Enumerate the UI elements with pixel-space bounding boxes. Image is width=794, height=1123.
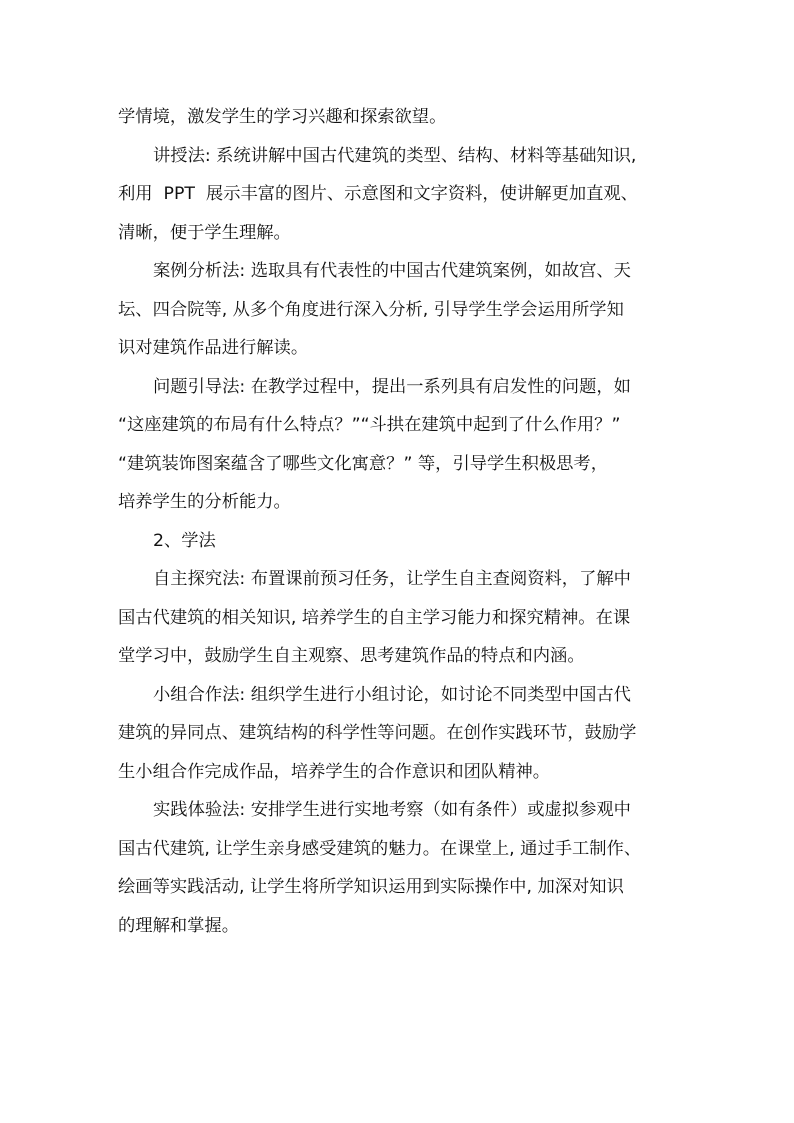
text-line: 的理解和掌握。 <box>118 915 239 936</box>
paragraph-group-cooperation: 小组合作法: 组织学生进行小组讨论，如讨论不同类型中国古代 <box>153 684 631 705</box>
text-line: 坛、四合院等, 从多个角度进行深入分析, 引导学生学会运用所学知 <box>118 299 624 320</box>
text-line: “建筑装饰图案蕴含了哪些文化寓意？” 等，引导学生积极思考， <box>118 453 608 474</box>
text-line: 生小组合作完成作品，培养学生的合作意识和团队精神。 <box>118 761 551 782</box>
text-line: 建筑的异同点、建筑结构的科学性等问题。在创作实践环节，鼓励学 <box>118 723 637 743</box>
text-line: 国古代建筑, 让学生亲身感受建筑的魅力。在课堂上, 通过手工制作、 <box>118 838 642 859</box>
text-line: 清晰，便于学生理解。 <box>118 222 291 243</box>
text-line: 培养学生的分析能力。 <box>118 492 291 512</box>
paragraph-case-analysis: 案例分析法: 选取具有代表性的中国古代建筑案例，如故宫、天 <box>153 261 631 281</box>
paragraph-practice-experience: 实践体验法: 安排学生进行实地考察（如有条件）或虚拟参观中 <box>153 800 631 820</box>
paragraph-question-guided: 问题引导法: 在教学过程中，提出一系列具有启发性的问题，如 <box>153 376 631 397</box>
text-line: 利用 PPT 展示丰富的图片、示意图和文字资料，使讲解更加直观、 <box>118 184 638 204</box>
paragraph-lecture-method: 讲授法: 系统讲解中国古代建筑的类型、结构、材料等基础知识, <box>153 145 637 166</box>
text-line: 绘画等实践活动, 让学生将所学知识运用到实际操作中, 加深对知识 <box>118 877 624 897</box>
section-heading: 2、学法 <box>153 530 216 551</box>
paragraph-self-inquiry: 自主探究法: 布置课前预习任务，让学生自主查阅资料，了解中 <box>153 569 631 589</box>
text-line: 识对建筑作品进行解读。 <box>118 338 309 358</box>
text-line: 堂学习中，鼓励学生自主观察、思考建筑作品的特点和内涵。 <box>118 646 585 666</box>
document-body <box>118 98 690 945</box>
text-line: 学情境，激发学生的学习兴趣和探索欲望。 <box>118 107 447 127</box>
text-line: 国古代建筑的相关知识, 培养学生的自主学习能力和探究精神。在课 <box>118 607 631 628</box>
text-line: “这座建筑的布局有什么特点？”“斗拱在建筑中起到了什么作用？” <box>118 415 621 435</box>
